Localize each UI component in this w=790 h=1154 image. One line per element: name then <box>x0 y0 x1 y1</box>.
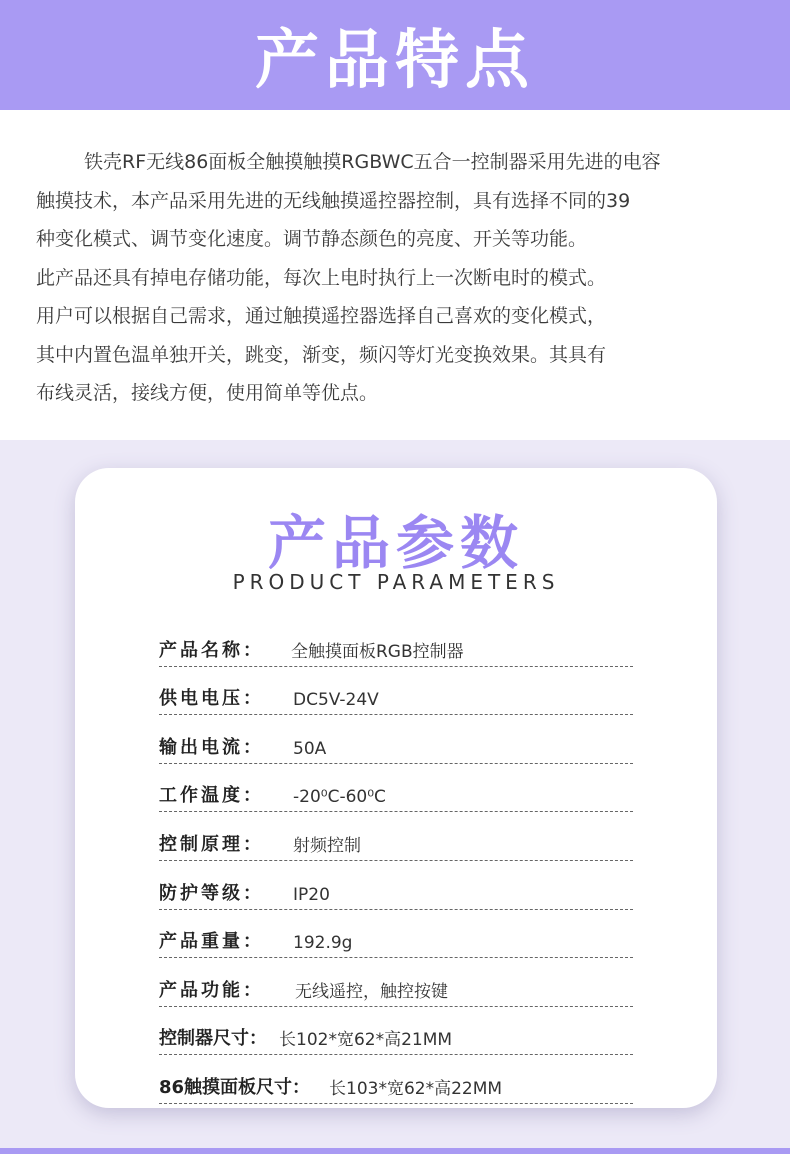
param-row-protection <box>159 861 633 910</box>
intro-line: 用户可以根据自己需求，通过触摸遥控器选择自己喜欢的变化模式， <box>36 305 607 327</box>
param-value: 射频控制 <box>293 835 361 856</box>
param-label: 输出电流： <box>159 736 264 758</box>
param-value: 长103*宽62*高22MM <box>329 1078 503 1099</box>
param-label: 控制原理： <box>159 833 264 855</box>
param-value: 全触摸面板RGB控制器 <box>291 641 464 662</box>
param-value: 无线遥控，触控按键 <box>295 981 448 1002</box>
header-title: 产品特点 <box>255 24 535 98</box>
card-subtitle: PRODUCT PARAMETERS <box>232 570 560 594</box>
intro-line: 布线灵活，接线方便，使用简单等优点。 <box>36 382 379 404</box>
intro-line: 铁壳RF无线86面板全触摸触摸RGBWC五合一控制器采用先进的电容 <box>84 151 661 173</box>
param-label: 防护等级： <box>159 882 264 904</box>
param-value: DC5V-24V <box>293 690 379 711</box>
intro-line: 种变化模式、调节变化速度。调节静态颜色的亮度、开关等功能。 <box>36 228 588 250</box>
param-value: -20⁰C-60⁰C <box>293 787 386 808</box>
intro-text <box>36 143 758 413</box>
header-banner <box>0 0 790 110</box>
intro-line: 此产品还具有掉电存储功能，每次上电时执行上一次断电时的模式。 <box>36 266 607 289</box>
param-value: 192.9g <box>293 933 353 954</box>
param-row-name <box>159 618 633 667</box>
intro-line: 其中内置色温单独开关，跳变，渐变，频闪等灯光变换效果。其具有 <box>36 343 607 366</box>
parameters-list <box>159 618 633 1104</box>
intro-line: 触摸技术，本产品采用先进的无线触摸遥控器控制，具有选择不同的39 <box>36 189 631 212</box>
param-value: 长102*宽62*高21MM <box>279 1030 453 1051</box>
parameters-card <box>75 468 717 1108</box>
param-row-controller-size <box>159 1007 633 1056</box>
bottom-accent-line <box>0 1148 790 1154</box>
param-row-current <box>159 715 633 764</box>
param-label: 产品名称： <box>159 639 264 661</box>
param-value: IP20 <box>293 884 330 905</box>
param-row-panel-size <box>159 1055 633 1104</box>
param-label: 产品重量： <box>159 931 264 953</box>
param-row-voltage <box>159 667 633 716</box>
card-title: 产品参数 <box>267 509 524 577</box>
param-label: 供电电压： <box>159 688 264 710</box>
param-label: 控制器尺寸： <box>159 1028 267 1050</box>
param-label: 86触摸面板尺寸： <box>159 1076 311 1098</box>
param-label: 产品功能： <box>159 979 264 1001</box>
param-row-function <box>159 958 633 1007</box>
param-value: 50A <box>293 738 327 759</box>
param-row-control <box>159 812 633 861</box>
param-row-temperature <box>159 764 633 813</box>
param-row-weight <box>159 910 633 959</box>
param-label: 工作温度： <box>159 785 264 807</box>
